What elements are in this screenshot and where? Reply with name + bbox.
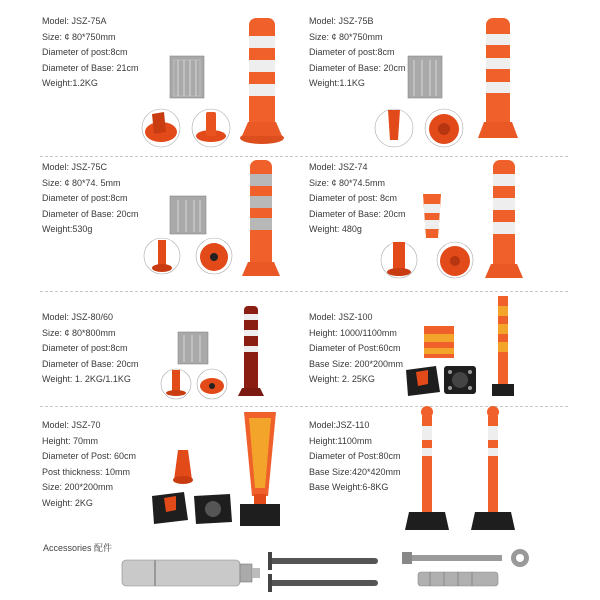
product-specs-jsz-100 — [309, 310, 403, 388]
spec-height: Height: 70mm — [42, 435, 99, 446]
base-detail-photo-2 — [425, 109, 463, 147]
spec-post-diameter: Diameter of Post:60cm — [309, 343, 401, 353]
paddle-bollard-jsz-70 — [240, 412, 280, 526]
product-photos-jsz-75a — [140, 12, 290, 148]
delineator-post-right — [471, 406, 515, 530]
spec-base-diameter: Diameter of Base: 21cm — [42, 62, 139, 73]
base-plate-photo-2 — [444, 366, 476, 394]
delineator-post-left — [405, 406, 449, 530]
bollard-post-jsz-100 — [492, 296, 514, 396]
spec-post-diameter: Diameter of Post: 60cm — [42, 451, 137, 461]
washer — [511, 549, 529, 567]
spec-weight: Weight: 1. 2KG/1.1KG — [42, 374, 131, 384]
base-plate-photo-2 — [194, 494, 232, 524]
spec-height: Height: 1000/1100mm — [309, 327, 397, 338]
product-photos-jsz-75b — [372, 12, 532, 148]
spec-weight: Weight:1.2KG — [42, 78, 98, 88]
post-top-photo — [424, 326, 454, 358]
product-specs-jsz-80-60 — [42, 310, 139, 388]
bollard-post-jsz-74 — [485, 160, 523, 278]
reflective-collar-photo — [178, 332, 208, 364]
spec-weight: Weight:530g — [42, 224, 93, 234]
spec-post-diameter: Diameter of post: 8cm — [309, 193, 398, 203]
product-photos-jsz-110 — [405, 404, 525, 536]
hook-bolt-2 — [268, 574, 378, 592]
spec-model: Model: JSZ-75B — [309, 16, 374, 26]
spec-post-diameter: Diameter of post:8cm — [42, 47, 128, 57]
post-top-photo — [423, 194, 441, 238]
spec-size: Size: ¢ 80*750mm — [42, 31, 116, 42]
spec-size: Size: ¢ 80*74. 5mm — [42, 177, 121, 188]
base-detail-photo-2 — [196, 238, 232, 274]
bollard-post-jsz-75b — [478, 18, 518, 138]
post-neck-photo — [173, 450, 193, 484]
product-specs-jsz-110 — [309, 418, 401, 496]
spec-post-diameter: Diameter of post:8cm — [42, 343, 128, 353]
base-detail-photo-1 — [381, 242, 417, 278]
spec-size: Size: ¢ 80*800mm — [42, 327, 116, 338]
base-detail-photo-2 — [197, 369, 227, 399]
hook-bolt-1 — [268, 552, 378, 570]
lag-screw — [402, 552, 502, 564]
product-specs-jsz-70 — [42, 418, 136, 511]
product-photos-jsz-70 — [148, 408, 288, 534]
spec-weight: Weight: 480g — [309, 224, 362, 234]
reflective-collar-photo — [408, 56, 442, 98]
spec-weight: Weight:1.1KG — [309, 78, 365, 88]
spec-base-diameter: Diameter of Base: 20cm — [309, 62, 406, 73]
spec-model: Model: JSZ-75C — [42, 162, 108, 172]
spec-size: Size: ¢ 80*750mm — [309, 31, 383, 42]
base-detail-photo-2 — [192, 109, 230, 147]
spec-model: Model: JSZ-80/60 — [42, 312, 114, 322]
product-specs-jsz-75c — [42, 160, 139, 238]
spec-base-weight: Base Weight:6-8KG — [309, 482, 389, 492]
base-detail-photo-2 — [437, 242, 473, 278]
product-specs-jsz-75a — [42, 14, 139, 92]
spec-base-size: Base Size:420*420mm — [309, 466, 401, 477]
spec-post-diameter: Diameter of Post:80cm — [309, 451, 401, 461]
accessories-photos — [118, 548, 538, 598]
product-photos-jsz-74 — [375, 158, 525, 284]
product-photos-jsz-80-60 — [162, 300, 282, 402]
bollard-post-jsz-80-60 — [238, 306, 264, 396]
base-detail-photo-1 — [142, 109, 180, 147]
plastic-wall-plug — [418, 572, 498, 586]
bollard-post-jsz-75c — [242, 160, 280, 276]
spec-size: Size: 200*200mm — [42, 482, 114, 492]
base-plate-photo-1 — [152, 492, 188, 524]
spec-weight: Weight: 2KG — [42, 497, 93, 508]
spec-base-diameter: Diameter of Base: 20cm — [42, 208, 139, 219]
spec-model: Model: JSZ-75A — [42, 16, 107, 26]
row-divider — [40, 156, 568, 157]
spec-weight: Weight: 2. 25KG — [309, 374, 375, 384]
expansion-anchor-bolt — [122, 560, 260, 586]
spec-size: Size: ¢ 80*74.5mm — [309, 177, 386, 188]
spec-post-thickness: Post thickness: 10mm — [42, 466, 131, 477]
reflective-collar-photo — [170, 196, 206, 234]
spec-base-diameter: Diameter of Base: 20cm — [42, 358, 139, 369]
spec-model: Model: JSZ-70 — [42, 420, 101, 430]
spec-base-diameter: Diameter of Base: 20cm — [309, 208, 406, 219]
accessories-label: Accessories 配件 — [43, 543, 113, 553]
base-detail-photo-1 — [375, 109, 413, 147]
product-photos-jsz-100 — [398, 292, 523, 402]
base-detail-photo-1 — [144, 238, 180, 274]
spec-base-size: Base Size: 200*200mm — [309, 358, 404, 369]
spec-post-diameter: Diameter of post:8cm — [309, 47, 395, 57]
spec-model: Model: JSZ-100 — [309, 312, 373, 322]
base-plate-photo-1 — [406, 366, 440, 396]
base-detail-photo-1 — [161, 369, 191, 399]
spec-model: Model:JSZ-110 — [309, 420, 370, 430]
product-photos-jsz-75c — [140, 158, 290, 284]
spec-post-diameter: Diameter of post:8cm — [42, 193, 128, 203]
bollard-post-jsz-75a — [240, 18, 284, 144]
spec-model: Model: JSZ-74 — [309, 162, 368, 172]
reflective-collar-photo — [170, 56, 204, 98]
spec-height: Height:1100mm — [309, 435, 372, 446]
